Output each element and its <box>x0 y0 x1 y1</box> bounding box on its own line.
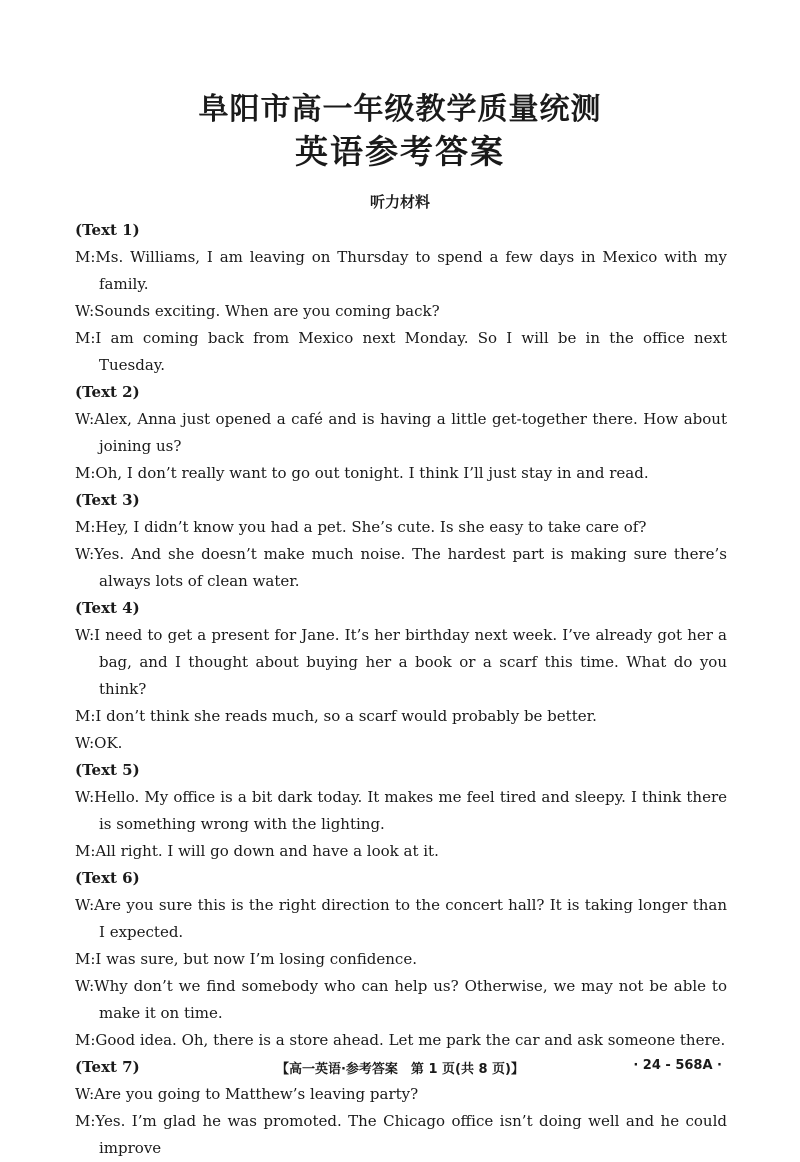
dialogue-line: M:I am coming back from Mexico next Monday. So I will be in the office next Tuesday. <box>75 329 727 374</box>
text-heading: (Text 7) <box>75 1058 140 1076</box>
dialogue-line: M:All right. I will go down and have a look at it. <box>75 842 439 860</box>
section-heading: 听力材料 <box>369 193 430 211</box>
dialogue-line: M:I don’t think she reads much, so a scarf would probably be better. <box>75 707 597 725</box>
page-title: 阜阳市高一年级教学质量统测 <box>198 92 602 127</box>
dialogue-line: W:Sounds exciting. When are you coming back? <box>75 302 440 320</box>
transcript-body <box>75 217 727 1162</box>
footer-code: · 24 - 568A · <box>633 1058 722 1073</box>
text-heading: (Text 6) <box>75 869 140 887</box>
dialogue-line: W:Yes. And she doesn’t make much noise. The hardest part is making sure there’s always lots of clean water. <box>75 545 727 590</box>
text-heading: (Text 4) <box>75 599 140 617</box>
dialogue-line: W:I need to get a present for Jane. It’s her birthday next week. I’ve already got her a bag, and I thought about buying her a book or a scarf this time. What do you think? <box>75 626 727 698</box>
text-heading: (Text 1) <box>75 221 140 239</box>
footer-label: 【高一英语·参考答案 第 1 页(共 8 页)】 <box>275 1062 525 1077</box>
dialogue-line: W:OK. <box>75 734 123 752</box>
dialogue-line: M:Ms. Williams, I am leaving on Thursday to spend a few days in Mexico with my family. <box>75 248 727 293</box>
dialogue-line: W:Are you going to Matthew’s leaving party? <box>75 1085 419 1103</box>
dialogue-line: M:Hey, I didn’t know you had a pet. She’s cute. Is she easy to take care of? <box>75 518 647 536</box>
dialogue-line: W:Are you sure this is the right direction to the concert hall? It is taking longer than I expected. <box>75 896 727 941</box>
dialogue-line: M:I was sure, but now I’m losing confidence. <box>75 950 417 968</box>
text-heading: (Text 3) <box>75 491 140 509</box>
dialogue-line: M:Good idea. Oh, there is a store ahead. Let me park the car and ask someone there. <box>75 1031 726 1049</box>
dialogue-line: W:Why don’t we find somebody who can help us? Otherwise, we may not be able to make it on time. <box>75 977 727 1022</box>
text-heading: (Text 2) <box>75 383 140 401</box>
dialogue-line: W:Alex, Anna just opened a café and is having a little get-together there. How about joining us? <box>75 410 727 455</box>
text-heading: (Text 5) <box>75 761 140 779</box>
page-subtitle: 英语参考答案 <box>295 132 505 171</box>
dialogue-line: M:Oh, I don’t really want to go out tonight. I think I’ll just stay in and read. <box>75 464 649 482</box>
dialogue-line: W:Hello. My office is a bit dark today. It makes me feel tired and sleepy. I think there is something wrong with the lighting. <box>75 788 727 833</box>
dialogue-line: M:Yes. I’m glad he was promoted. The Chicago office isn’t doing well and he could improve <box>75 1112 727 1157</box>
